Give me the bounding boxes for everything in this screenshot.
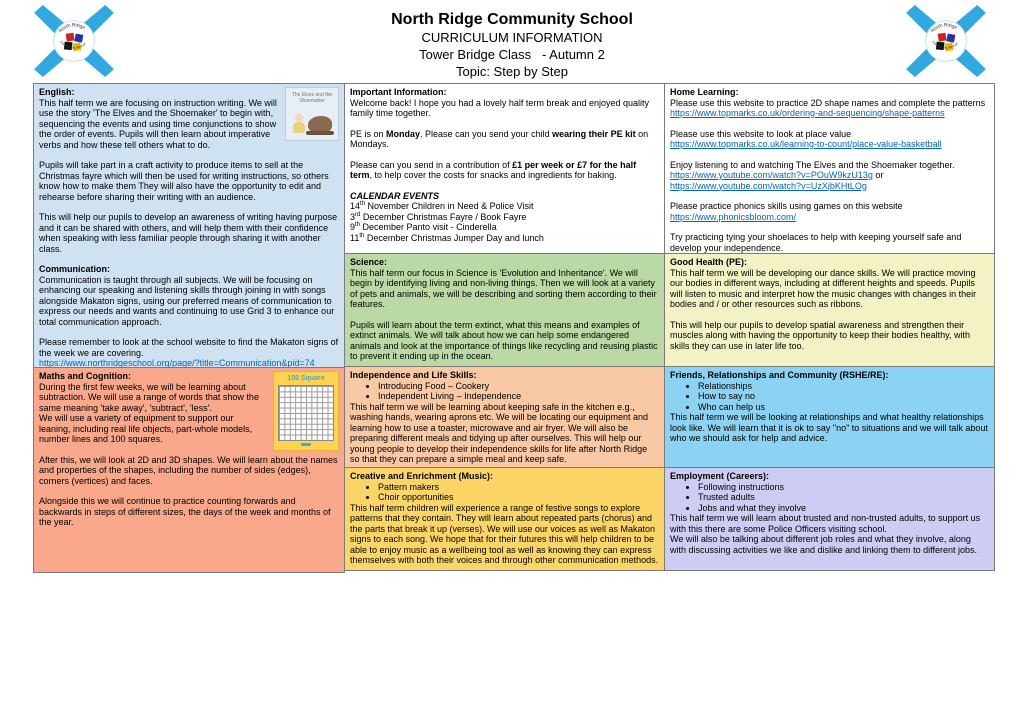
- creative-enrichment-music-section: [344, 467, 665, 571]
- curriculum-grid: [33, 83, 995, 573]
- page-header: [0, 10, 1024, 80]
- bullet-item: • Jobs and what they involve: [698, 503, 989, 514]
- home-learning-paragraph: Please use this website to look at place value https://www.topmarks.co.uk/learning-to-count/place-value-basketball: [670, 128, 942, 149]
- topic-line: Topic: Step by Step: [455, 64, 568, 79]
- hundred-square-image: [273, 371, 339, 451]
- maths-cognition-section: [33, 367, 345, 573]
- communication-paragraph: Communication is taught through all subjects. We will be focusing on enhancing our speaking and listening skills through joining in with songs alongside Makaton signs, using our preferred means of communication to express our needs and wants and continuing to use Grid 3 to enhance our total communication approach.: [39, 274, 335, 327]
- good-health-pe-section: [664, 253, 995, 367]
- svg-text:Community School: Community School: [59, 39, 87, 50]
- employment-bullet-list: [670, 482, 989, 514]
- class-term-line: Tower Bridge Class - Autumn 2: [419, 47, 605, 62]
- home-learning-paragraph: Try practicing tying your shoelaces to help with keeping yourself safe and develop your independence.: [670, 232, 962, 253]
- maths-heading: Maths and Cognition:: [39, 371, 131, 381]
- shape-patterns-link[interactable]: https://www.topmarks.co.uk/ordering-and-sequencing/shape-patterns: [670, 108, 945, 118]
- right-column: [664, 83, 995, 571]
- good-health-paragraph: This will help our pupils to develop spatial awareness and strengthen their muscles along with having the opportunity to keep their bodies healthy, with skills they can use in later life too.: [670, 319, 971, 351]
- bullet-item: • How to say no: [698, 391, 989, 402]
- boot-illustration: [308, 116, 332, 132]
- maths-paragraph: After this, we will look at 2D and 3D shapes. We will learn about the names and properties of the shapes, including the number of sides (edges), corners (vertices) and faces.: [39, 454, 338, 486]
- svg-text:Community School: Community School: [931, 39, 959, 50]
- communication-website-link[interactable]: https://www.northridgeschool.org/page/?title=Communication&pid=74: [39, 358, 315, 368]
- elves-and-shoemaker-book-image: [285, 87, 339, 141]
- calendar-events-heading: CALENDAR EVENTS: [350, 190, 440, 201]
- welcome-paragraph: Welcome back! I hope you had a lovely half term break and enjoyed quality family time together.: [350, 97, 650, 118]
- friends-heading: Friends, Relationships and Community (RSHE/RE):: [670, 370, 889, 380]
- english-paragraph: This half term we are focusing on instruction writing. We will use the story 'The Elves and the Shoemaker' to begin with, sequencing the events and using time conjunctions to show the order of events. Pupils will then learn about imperative verbs and how these tell others what to do.: [39, 97, 277, 150]
- english-paragraph: Pupils will take part in a craft activity to produce items to sell at the Christmas fayre which will then be used for writing instructions, so others know how to make them They will also have the opportunity to edit and rehearse before sharing their writing with an audience.: [39, 160, 329, 202]
- curriculum-information-subtitle: CURRICULUM INFORMATION: [421, 30, 603, 45]
- bullet-item: • Choir opportunities: [378, 492, 659, 503]
- bullet-item: • Independent Living – Independence: [378, 391, 659, 402]
- home-learning-paragraph: Please use this website to practice 2D shape names and complete the patterns: [670, 97, 986, 108]
- calendar-event: 11th December Christmas Jumper Day and lunch: [350, 232, 544, 243]
- independence-paragraph: This half term we will be learning about keeping safe in the kitchen e.g., washing hands, wearing aprons etc. We will be locating our equipment and learning how to use a toaster, microwave and air fryer. We will also be preparing different meals and tidying up after ourselves. This will help our young people to develop their independence skills for life after North Ridge so that they can prepare a simple meal and keep safe.: [350, 401, 649, 464]
- independence-life-skills-section: [344, 366, 665, 468]
- employment-paragraph: This half term we will learn about trusted and non-trusted adults, to support us with this there are some Police Officers visiting school.: [670, 513, 981, 534]
- employment-careers-section: [664, 467, 995, 571]
- science-paragraph: Pupils will learn about the term extinct, what this means and examples of extinct animals. We will talk about how we can help some endangered animals and look at the importance of things like recycling and reusing plastic to prevent it ending up in the ocean.: [350, 319, 658, 361]
- creative-bullet-list: [350, 482, 659, 503]
- maths-paragraph: During the first few weeks, we will be learning about subtraction. We will use a range of words that show the same meaning 'take away', 'subtract', 'less'.: [39, 381, 259, 413]
- place-value-link[interactable]: https://www.topmarks.co.uk/learning-to-count/place-value-basketball: [670, 139, 942, 149]
- bullet-item: • Relationships: [698, 381, 989, 392]
- book-cover-title: The Elves and the Shoemaker: [291, 92, 333, 104]
- school-name: North Ridge Community School: [391, 11, 633, 28]
- calendar-event: 14th November Children in Need & Police Visit: [350, 201, 534, 211]
- science-paragraph: This half term our focus in Science is 'Evolution and Inheritance'. We will begin by identifying living and non-living things. Then we will look at a variety of pets and animals, we will be describing and sorting them according to their features.: [350, 267, 657, 309]
- contribution-paragraph: Please can you send in a contribution of £1 per week or £7 for the half term, to help cover the costs for snacks and ingredients for baking.: [350, 159, 637, 180]
- svg-text:North Ridge: North Ridge: [930, 23, 958, 35]
- creative-heading: Creative and Enrichment (Music):: [350, 471, 494, 481]
- friends-paragraph: This half term we will be looking at relationships and what healthy relationships look like. We will learn that it is ok to say "no" to situations and we will talk about who we should ask for help and advice.: [670, 412, 988, 443]
- middle-column: [344, 83, 665, 571]
- home-learning-paragraph: Enjoy listening to and watching The Elves and the Shoemaker together.: [670, 159, 955, 170]
- employment-paragraph: We will also be talking about different job roles and what they involve, along with discussing activities we like and dislike and linking them to different jobs.: [670, 534, 977, 555]
- english-paragraph: This will help our pupils to develop an awareness of writing having purpose and it can be shared with others, and will help them with their confidence when speaking with less familiar people through sharing it with another class.: [39, 212, 338, 254]
- youtube-link-2[interactable]: https://www.youtube.com/watch?v=UzXjbKHtLOg: [670, 180, 867, 191]
- bullet-item: • Introducing Food – Cookery: [378, 381, 659, 392]
- maths-paragraph: Alongside this we will continue to practice counting forwards and backwards in steps of different sizes, the days of the week and months of the year.: [39, 496, 331, 527]
- english-heading: English:: [39, 87, 75, 97]
- calendar-event: 9th December Panto visit - Cinderella: [350, 222, 497, 232]
- bullet-item: • Who can help us: [698, 402, 989, 413]
- independence-bullet-list: [350, 381, 659, 402]
- calendar-event: 3rd December Christmas Fayre / Book Fayre: [350, 211, 527, 222]
- important-information-section: [344, 83, 665, 254]
- good-health-paragraph: This half term we will be developing our dance skills. We will practice moving our bodies in different ways, including at different heights and speeds. Pupils will listen to music and interpret how the music changes with changes in their bodies and / or other resources such as ribbons.: [670, 267, 977, 309]
- hundred-square-grid: [278, 385, 334, 441]
- bullet-item: • Trusted adults: [698, 492, 989, 503]
- bullet-item: • Following instructions: [698, 482, 989, 493]
- phonics-bloom-link[interactable]: https://www.phonicsbloom.com/: [670, 211, 797, 222]
- hundred-square-label: 100 Square: [287, 375, 325, 382]
- bullet-item: • Pattern makers: [378, 482, 659, 493]
- home-learning-section: Home Learning: Please use this website to practice 2D shape names and complete the patterns https://www.topmarks.co.uk/ordering-and-sequencing/shape-patterns Please use this website to look at place value https://www.topmarks.co.uk/learning-to-count/place-value-basketball Enjoy listening to and watching The Elves and the Shoemaker together. https://www.youtube.com/watch?v=POuW9kzU13g or https://www.youtube.com/watch?v=UzXjbKHtLOg Please practice phonics skills using games on this website https://www.phonicsbloom.com/ Try practicing tying your shoelaces to help with keeping yourself safe and develop your independence.: [664, 83, 995, 254]
- independence-heading: Independence and Life Skills:: [350, 370, 477, 380]
- science-section: [344, 253, 665, 367]
- creative-paragraph: This half term children will experience a range of festive songs to explore patterns that they contain. They will learn about repeated parts (chorus) and the parts that break it up (verses). We will use our voices as well as Makaton signs to each song. We hope that for their futures this will help children to be able to enjoy music as a wellbeing tool as well as knowing they can express themselves with both their voices and through other communication methods.: [350, 502, 659, 565]
- employment-heading: Employment (Careers):: [670, 471, 770, 481]
- elf-illustration: [295, 114, 303, 122]
- good-health-heading: Good Health (PE):: [670, 257, 747, 267]
- communication-paragraph: Please remember to look at the school website to find the Makaton signs of the week we are covering.: [39, 337, 339, 358]
- maths-paragraph: We will use a variety of equipment to support our leaning, including real life objects, part-whole models, number lines and 100 squares.: [39, 413, 253, 444]
- home-learning-heading: Home Learning:: [670, 87, 739, 97]
- pe-paragraph: PE is on Monday. Please can you send your child wearing their PE kit on Mondays.: [350, 128, 649, 149]
- friends-relationships-community-section: [664, 366, 995, 468]
- friends-bullet-list: [670, 381, 989, 413]
- important-information-heading: Important Information:: [350, 87, 447, 97]
- svg-text:North Ridge: North Ridge: [58, 23, 86, 35]
- communication-heading: Communication:: [39, 264, 110, 274]
- english-communication-section: [33, 83, 345, 368]
- science-heading: Science:: [350, 257, 388, 267]
- home-learning-paragraph: Please practice phonics skills using games on this website: [670, 201, 903, 211]
- youtube-link-1[interactable]: https://www.youtube.com/watch?v=POuW9kzU13g: [670, 170, 873, 180]
- left-column: [33, 83, 345, 573]
